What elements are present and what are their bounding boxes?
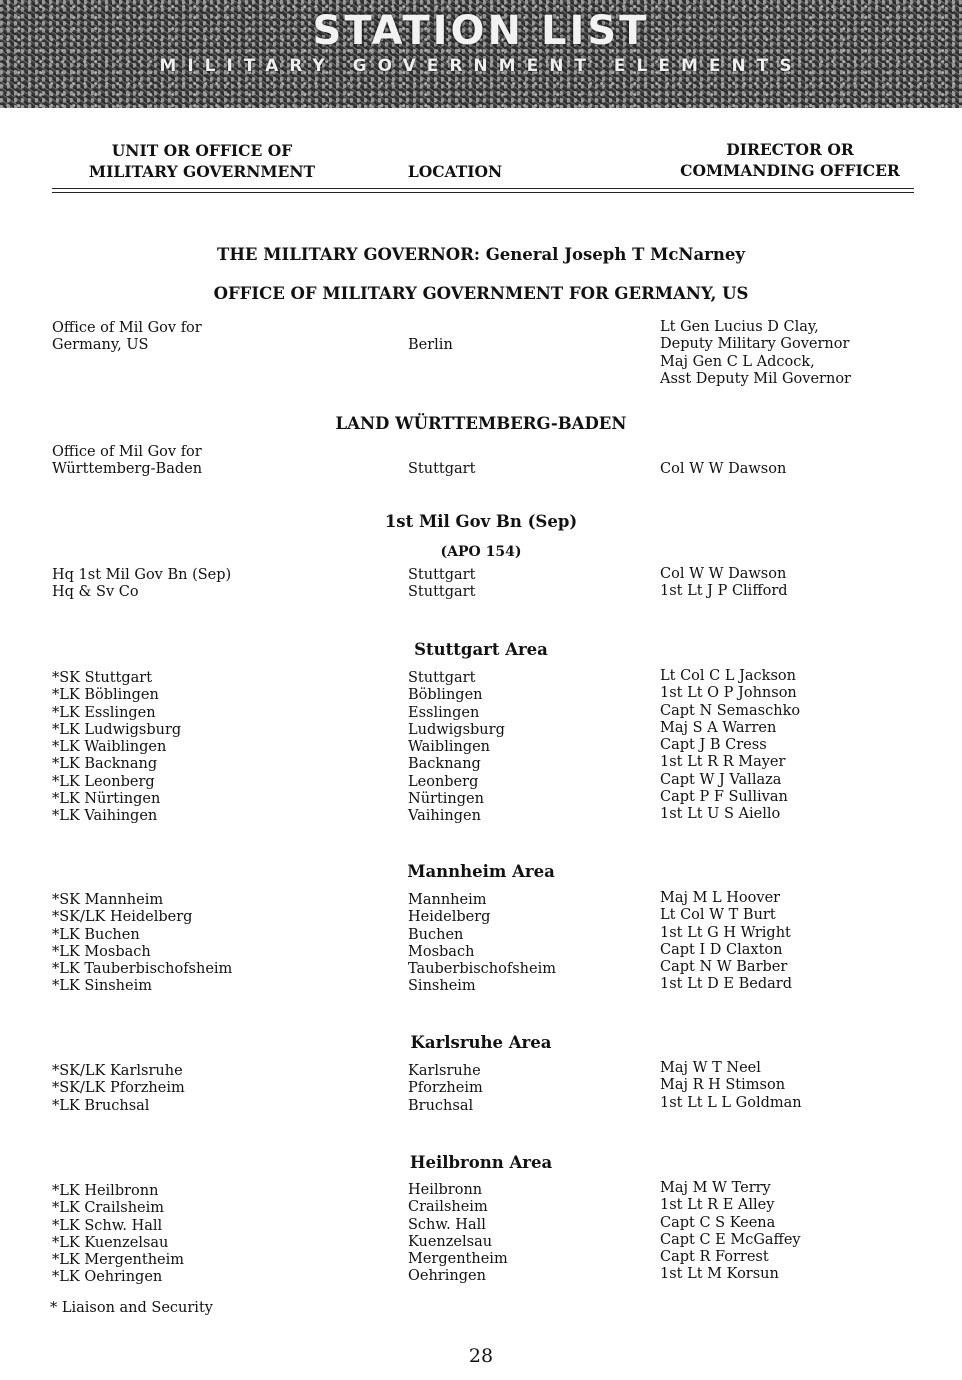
list-item: *LK Tauberbischofsheim xyxy=(52,961,233,978)
list-item: Kuenzelsau xyxy=(408,1233,493,1250)
list-item: *SK/LK Pforzheim xyxy=(52,1080,185,1097)
list-item: Capt C S Keena xyxy=(660,1214,776,1231)
list-item: *LK Nürtingen xyxy=(52,791,161,808)
list-item: Maj M L Hoover xyxy=(660,890,781,906)
list-item: *LK Ludwigsburg xyxy=(52,721,182,738)
list-item: Heidelberg xyxy=(408,909,491,926)
page-number: 28 xyxy=(468,1345,494,1367)
list-item: 1st Lt G H Wright xyxy=(660,924,791,941)
list-item: Col W W Dawson xyxy=(660,566,787,582)
list-item: *LK Mosbach xyxy=(52,943,151,960)
list-item: Lt Col C L Jackson xyxy=(660,668,796,684)
land-location: Stuttgart xyxy=(408,461,476,477)
karlsruhe-area-directors xyxy=(660,1060,802,1112)
heilbronn-area-units xyxy=(52,1183,184,1287)
list-item: Leonberg xyxy=(408,773,479,790)
list-item: Capt C E McGaffey xyxy=(660,1231,801,1248)
list-item: *LK Schw. Hall xyxy=(52,1217,163,1234)
list-item: Capt R Forrest xyxy=(660,1249,769,1266)
list-item: Stuttgart xyxy=(408,567,476,583)
list-item: Heilbronn xyxy=(408,1182,483,1198)
karlsruhe-area-heading: Karlsruhe Area xyxy=(410,1033,552,1052)
list-item: 1st Lt U S Aiello xyxy=(660,806,781,823)
list-item: Mosbach xyxy=(408,943,475,960)
list-item: Capt W J Vallaza xyxy=(660,771,782,788)
list-item: 1st Lt L L Goldman xyxy=(660,1094,802,1111)
list-item: 1st Lt M Korsun xyxy=(660,1266,779,1283)
omgus-location: Berlin xyxy=(408,337,453,353)
banner-subtitle: MILITARY GOVERNMENT ELEMENTS xyxy=(159,56,803,76)
stuttgart-area-units xyxy=(52,670,181,826)
list-item: 1st Lt R R Mayer xyxy=(660,754,786,771)
list-item: *LK Esslingen xyxy=(52,704,156,721)
list-item: Oehringen xyxy=(408,1268,486,1285)
stuttgart-area-directors xyxy=(660,668,800,824)
list-item: Backnang xyxy=(408,756,481,773)
list-item: Mergentheim xyxy=(408,1251,508,1268)
header-banner xyxy=(0,0,962,108)
list-item: Mannheim xyxy=(408,892,487,908)
stuttgart-area-heading: Stuttgart Area xyxy=(414,640,548,659)
battalion-locations xyxy=(408,567,475,602)
list-item: *LK Böblingen xyxy=(52,687,159,704)
list-item: Maj W T Neel xyxy=(660,1060,761,1076)
list-item: *SK Stuttgart xyxy=(52,670,153,686)
list-item: *SK Mannheim xyxy=(52,892,164,908)
list-item: Buchen xyxy=(408,926,464,943)
omgus-director: Lt Gen Lucius D Clay, Deputy Military Governor Maj Gen C L Adcock, Asst Deputy Mil Governor xyxy=(660,319,851,387)
list-item: *SK/LK Karlsruhe xyxy=(52,1063,183,1079)
list-item: *LK Leonberg xyxy=(52,773,155,790)
column-header-location: LOCATION xyxy=(407,162,503,181)
header-rule-second xyxy=(52,192,914,193)
list-item: 1st Lt J P Clifford xyxy=(660,583,788,600)
list-item: Capt P F Sullivan xyxy=(660,789,788,806)
list-item: 1st Lt D E Bedard xyxy=(660,976,792,993)
footnote: * Liaison and Security xyxy=(50,1300,213,1316)
list-item: 1st Lt O P Johnson xyxy=(660,685,797,702)
list-item: *LK Backnang xyxy=(52,756,158,773)
list-item: *LK Oehringen xyxy=(52,1269,163,1286)
list-item: Crailsheim xyxy=(408,1199,488,1216)
list-item: Hq 1st Mil Gov Bn (Sep) xyxy=(52,567,232,583)
omgus-heading: OFFICE OF MILITARY GOVERNMENT FOR GERMANY, US xyxy=(213,284,749,303)
list-item: *LK Sinsheim xyxy=(52,978,152,995)
list-item: *LK Kuenzelsau xyxy=(52,1234,169,1251)
list-item: Maj S A Warren xyxy=(660,719,777,736)
heilbronn-area-directors xyxy=(660,1180,801,1284)
list-item: Vaihingen xyxy=(408,808,481,825)
list-item: Capt N Semaschko xyxy=(660,702,801,719)
list-item: *LK Bruchsal xyxy=(52,1097,150,1114)
omgus-unit: Office of Mil Gov for Germany, US xyxy=(52,320,202,354)
list-item: Nürtingen xyxy=(408,791,484,808)
mannheim-area-directors xyxy=(660,890,792,994)
land-heading: LAND WÜRTTEMBERG-BADEN xyxy=(335,414,627,433)
list-item: Capt I D Claxton xyxy=(660,941,783,958)
list-item: *LK Vaihingen xyxy=(52,808,158,825)
list-item: *LK Waiblingen xyxy=(52,739,167,756)
list-item: *SK/LK Heidelberg xyxy=(52,909,193,926)
heilbronn-area-heading: Heilbronn Area xyxy=(409,1153,553,1172)
header-rule xyxy=(52,188,914,189)
column-header-unit: UNIT OR OFFICE OF MILITARY GOVERNMENT xyxy=(88,141,316,181)
list-item: Schw. Hall xyxy=(408,1216,486,1233)
list-item: 1st Lt R E Alley xyxy=(660,1197,775,1214)
battalion-directors xyxy=(660,566,788,601)
banner-title: STATION LIST xyxy=(312,8,650,54)
list-item: *LK Buchen xyxy=(52,926,140,943)
list-item: Capt J B Cress xyxy=(660,737,767,754)
list-item: *LK Heilbronn xyxy=(52,1183,159,1199)
list-item: Böblingen xyxy=(408,687,483,704)
list-item: Maj M W Terry xyxy=(660,1180,771,1196)
karlsruhe-area-units xyxy=(52,1063,185,1115)
list-item: Karlsruhe xyxy=(408,1063,481,1079)
list-item: Capt N W Barber xyxy=(660,959,788,976)
list-item: Maj R H Stimson xyxy=(660,1077,786,1094)
list-item: Tauberbischofsheim xyxy=(408,961,556,978)
list-item: Pforzheim xyxy=(408,1080,483,1097)
mannheim-area-locations xyxy=(408,892,556,996)
karlsruhe-area-locations xyxy=(408,1063,483,1115)
military-governor-heading: THE MILITARY GOVERNOR: General Joseph T McNarney xyxy=(217,245,745,264)
list-item: Stuttgart xyxy=(408,584,476,601)
list-item: Hq & Sv Co xyxy=(52,584,139,601)
mannheim-area-heading: Mannheim Area xyxy=(407,862,555,881)
list-item: Esslingen xyxy=(408,704,480,721)
list-item: Sinsheim xyxy=(408,978,476,995)
list-item: Bruchsal xyxy=(408,1097,474,1114)
list-item: *LK Crailsheim xyxy=(52,1200,165,1217)
heilbronn-area-locations xyxy=(408,1182,508,1286)
list-item: Ludwigsburg xyxy=(408,721,505,738)
list-item: Lt Col W T Burt xyxy=(660,907,776,924)
list-item: *LK Mergentheim xyxy=(52,1252,185,1269)
battalion-units xyxy=(52,567,231,602)
stuttgart-area-locations xyxy=(408,670,505,826)
battalion-apo: (APO 154) xyxy=(440,544,522,560)
mannheim-area-units xyxy=(52,892,232,996)
land-unit: Office of Mil Gov for Württemberg-Baden xyxy=(52,444,203,478)
list-item: Waiblingen xyxy=(408,739,491,756)
list-item: Stuttgart xyxy=(408,670,476,686)
land-director: Col W W Dawson xyxy=(660,461,787,477)
column-header-director: DIRECTOR OR COMMANDING OFFICER xyxy=(680,140,900,180)
battalion-heading: 1st Mil Gov Bn (Sep) xyxy=(384,512,578,531)
